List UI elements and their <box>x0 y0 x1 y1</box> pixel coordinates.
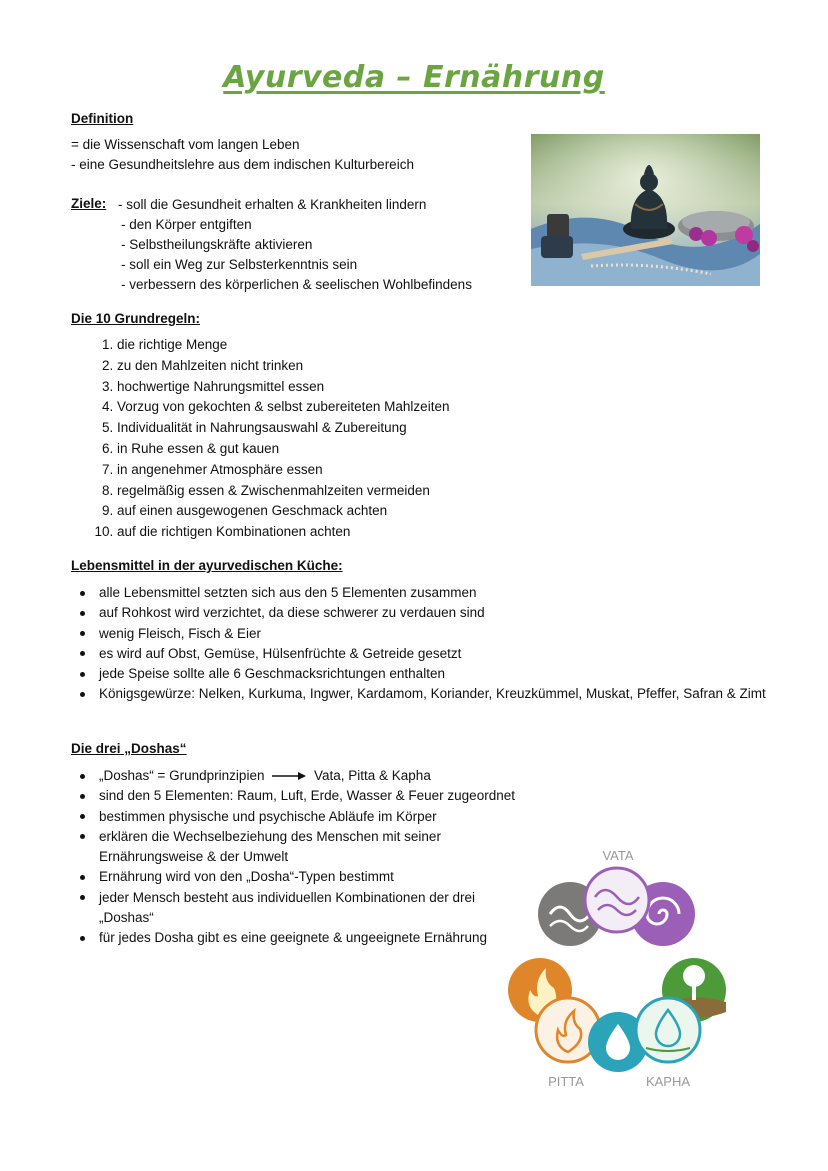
rule-item: 10. auf die richtigen Kombinationen achten <box>117 522 449 543</box>
pitta-label: PITTA <box>548 1074 584 1089</box>
definition-line: = die Wissenschaft vom langen Leben <box>71 137 300 152</box>
list-item: für jedes Dosha gibt es eine geeignete & ungeeignete Ernährung <box>99 928 509 948</box>
ziele-label: Ziele: <box>71 196 107 211</box>
rule-item: 5. Individualität in Nahrungsauswahl & Zubereitung <box>117 418 449 439</box>
arrow-right-icon <box>271 771 307 781</box>
rule-item: 8. regelmäßig essen & Zwischenmahlzeiten vermeiden <box>117 481 449 502</box>
rule-item: 6. in Ruhe essen & gut kauen <box>117 439 449 460</box>
list-item <box>99 766 509 786</box>
list-item: es wird auf Obst, Gemüse, Hülsenfrüchte & Getreide gesetzt <box>99 644 779 664</box>
definition-line: - eine Gesundheitslehre aus dem indischen Kulturbereich <box>71 157 414 172</box>
lebensmittel-list <box>71 583 779 705</box>
grundregeln-list <box>99 335 449 543</box>
dosha-definition-left: „Doshas“ = Grundprinzipien <box>99 768 265 783</box>
list-item: Ernährung wird von den „Dosha“-Typen bestimmt <box>99 867 509 887</box>
list-item: alle Lebensmittel setzten sich aus den 5 Elementen zusammen <box>99 583 779 603</box>
kapha-icon <box>636 998 700 1062</box>
list-item: jede Speise sollte alle 6 Geschmacksrichtungen enthalten <box>99 664 779 684</box>
ziele-item: - Selbstheilungskräfte aktivieren <box>121 237 313 252</box>
grundregeln-heading: Die 10 Grundregeln: <box>71 311 201 326</box>
lebensmittel-heading: Lebensmittel in der ayurvedischen Küche: <box>71 558 343 573</box>
list-item: sind den 5 Elementen: Raum, Luft, Erde, Wasser & Feuer zugeordnet <box>99 786 509 806</box>
buddha-meditation-photo <box>531 134 760 286</box>
list-item: jeder Mensch besteht aus individuellen Kombinationen der drei „Doshas“ <box>99 888 509 929</box>
kapha-label: KAPHA <box>645 1074 691 1089</box>
dosha-definition-right: Vata, Pitta & Kapha <box>314 768 431 783</box>
ziele-item: - soll die Gesundheit erhalten & Krankheiten lindern <box>118 197 427 212</box>
doshas-list <box>71 766 515 949</box>
page-title: Ayurveda – Ernährung <box>223 60 605 95</box>
list-item: auf Rohkost wird verzichtet, da diese schwerer zu verdauen sind <box>99 603 779 623</box>
doshas-heading: Die drei „Doshas“ <box>71 741 187 756</box>
list-item: wenig Fleisch, Fisch & Eier <box>99 624 779 644</box>
rule-item: 3. hochwertige Nahrungsmittel essen <box>117 377 449 398</box>
rule-item: 1. die richtige Menge <box>117 335 449 356</box>
rule-item: 7. in angenehmer Atmosphäre essen <box>117 460 449 481</box>
dosha-diagram <box>500 842 736 1092</box>
vata-icon <box>585 868 649 932</box>
ziele-item: - verbessern des körperlichen & seelischen Wohlbefindens <box>121 277 472 292</box>
list-item: bestimmen physische und psychische Abläufe im Körper <box>99 807 509 827</box>
rule-item: 2. zu den Mahlzeiten nicht trinken <box>117 356 449 377</box>
rule-item: 4. Vorzug von gekochten & selbst zubereiteten Mahlzeiten <box>117 397 449 418</box>
rule-item: 9. auf einen ausgewogenen Geschmack achten <box>117 501 449 522</box>
list-item: Königsgewürze: Nelken, Kurkuma, Ingwer, Kardamom, Koriander, Kreuzkümmel, Muskat, Pfeffer, Safran & Zimt <box>99 684 779 704</box>
ziele-item: - soll ein Weg zur Selbsterkenntnis sein <box>121 257 358 272</box>
list-item: erklären die Wechselbeziehung des Menschen mit seiner Ernährungsweise & der Umwelt <box>99 827 509 868</box>
definition-heading: Definition <box>71 111 134 126</box>
vata-label: VATA <box>602 848 634 863</box>
ziele-item: - den Körper entgiften <box>121 217 252 232</box>
